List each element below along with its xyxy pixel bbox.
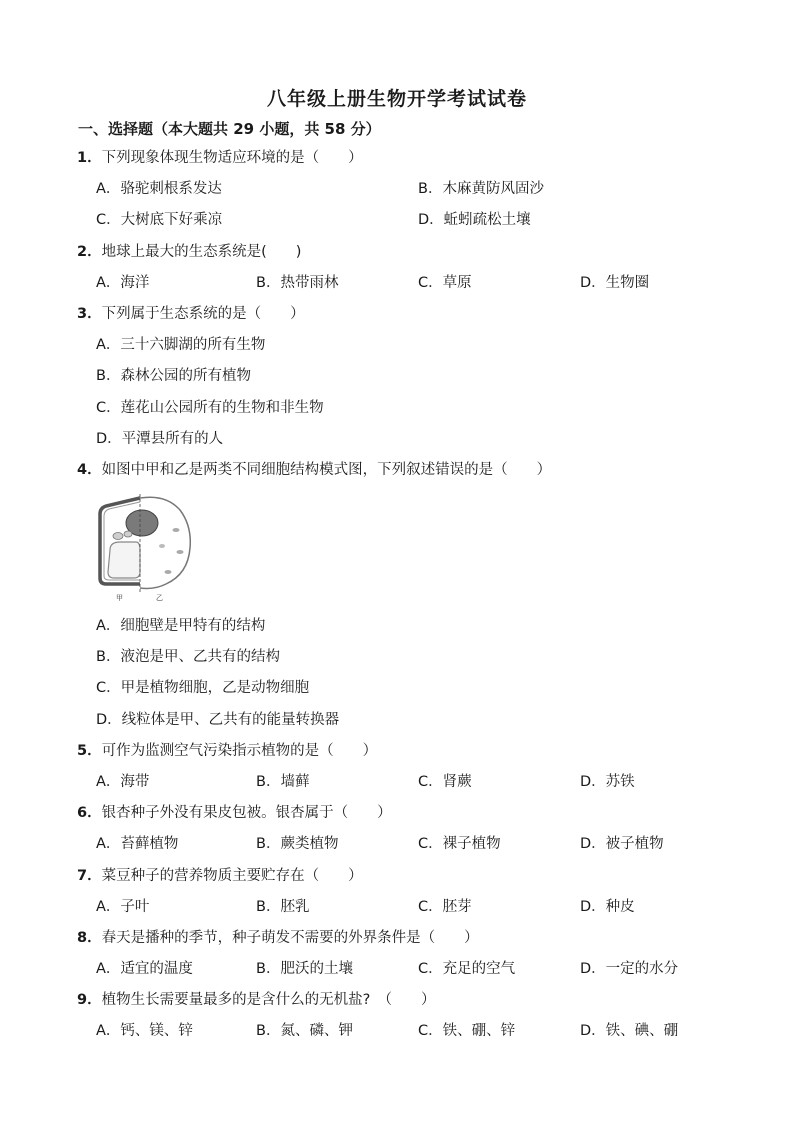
question-text: 银杏种子外没有果皮包被。银杏属于（ ） [101,805,392,821]
question-3 [77,302,305,323]
question-5 [77,739,377,760]
option-4d[interactable]: D．线粒体是甲、乙共有的能量转换器 [96,712,340,728]
option-1c[interactable]: C．大树底下好乘凉 [96,212,223,228]
question-number: 2． [77,244,102,260]
option-5a[interactable]: A．海带 [96,774,150,790]
question-number: 6． [77,805,102,821]
question-text: 地球上最大的生态系统是( ) [101,244,302,260]
option-1a[interactable]: A．骆驼刺根系发达 [96,181,222,197]
option-2b[interactable]: B．热带雨林 [256,275,339,291]
option-9c[interactable]: C．铁、硼、锌 [418,1023,516,1039]
option-2c[interactable]: C．草原 [418,275,472,291]
question-text: 下列属于生态系统的是（ ） [101,306,305,322]
question-6 [77,801,392,822]
option-1d[interactable]: D．蚯蚓疏松土壤 [418,212,531,228]
option-4a[interactable]: A．细胞壁是甲特有的结构 [96,618,266,634]
option-6c[interactable]: C．裸子植物 [418,836,501,852]
option-1b[interactable]: B．木麻黄防风固沙 [418,181,544,197]
section-heading: 一、选择题（本大题共 29 小题，共 58 分） [78,120,381,138]
chloroplast [113,533,123,540]
question-number: 4． [77,462,102,478]
question-number: 1． [77,150,102,166]
option-4c[interactable]: C．甲是植物细胞，乙是动物细胞 [96,680,310,696]
mitochondrion [159,544,165,548]
question-text: 春天是播种的季节，种子萌发不需要的外界条件是（ ） [101,930,479,946]
mitochondrion [165,570,172,574]
option-8d[interactable]: D．一定的水分 [580,961,679,977]
question-number: 7． [77,868,102,884]
question-text: 可作为监测空气污染指示植物的是（ ） [101,743,378,759]
option-7d[interactable]: D．种皮 [580,899,635,915]
option-3a[interactable]: A．三十六脚湖的所有生物 [96,337,266,353]
question-9 [77,988,436,1009]
question-7 [77,864,363,885]
option-6b[interactable]: B．蕨类植物 [256,836,339,852]
option-9d[interactable]: D．铁、碘、硼 [580,1023,679,1039]
question-text: 菜豆种子的营养物质主要贮存在（ ） [101,868,363,884]
option-8b[interactable]: B．肥沃的土壤 [256,961,353,977]
option-4b[interactable]: B．液泡是甲、乙共有的结构 [96,649,280,665]
mitochondrion [177,550,184,554]
question-number: 3． [77,306,102,322]
option-5c[interactable]: C．肾蕨 [418,774,472,790]
question-text: 植物生长需要量最多的是含什么的无机盐? （ ） [101,992,436,1008]
question-number: 5． [77,743,102,759]
label-jia: 甲 [116,594,123,602]
option-2a[interactable]: A．海洋 [96,275,150,291]
option-8a[interactable]: A．适宜的温度 [96,961,193,977]
option-3d[interactable]: D．平潭县所有的人 [96,431,224,447]
option-6d[interactable]: D．被子植物 [580,836,664,852]
option-9b[interactable]: B．氮、磷、钾 [256,1023,353,1039]
option-7c[interactable]: C．胚芽 [418,899,472,915]
option-5b[interactable]: B．墙藓 [256,774,310,790]
option-3c[interactable]: C．莲花山公园所有的生物和非生物 [96,400,324,416]
option-8c[interactable]: C．充足的空气 [418,961,516,977]
question-number: 9． [77,992,102,1008]
page-title: 八年级上册生物开学考试试卷 [266,88,527,110]
question-text: 如图中甲和乙是两类不同细胞结构模式图，下列叙述错误的是（ ） [101,462,552,478]
question-text: 下列现象体现生物适应环境的是（ ） [101,150,363,166]
vacuole [108,542,140,578]
option-6a[interactable]: A．苔藓植物 [96,836,179,852]
question-number: 8． [77,930,102,946]
chloroplast [124,531,132,537]
question-1 [77,146,363,167]
question-2 [77,240,301,261]
option-2d[interactable]: D．生物圈 [580,275,650,291]
question-8 [77,926,479,947]
option-5d[interactable]: D．苏铁 [580,774,635,790]
mitochondrion [173,528,180,532]
option-7a[interactable]: A．子叶 [96,899,150,915]
question-4 [77,458,551,479]
cell-diagram [96,492,196,602]
option-3b[interactable]: B．森林公园的所有植物 [96,368,251,384]
label-yi: 乙 [156,594,163,602]
option-7b[interactable]: B．胚乳 [256,899,310,915]
option-9a[interactable]: A．钙、镁、锌 [96,1023,193,1039]
